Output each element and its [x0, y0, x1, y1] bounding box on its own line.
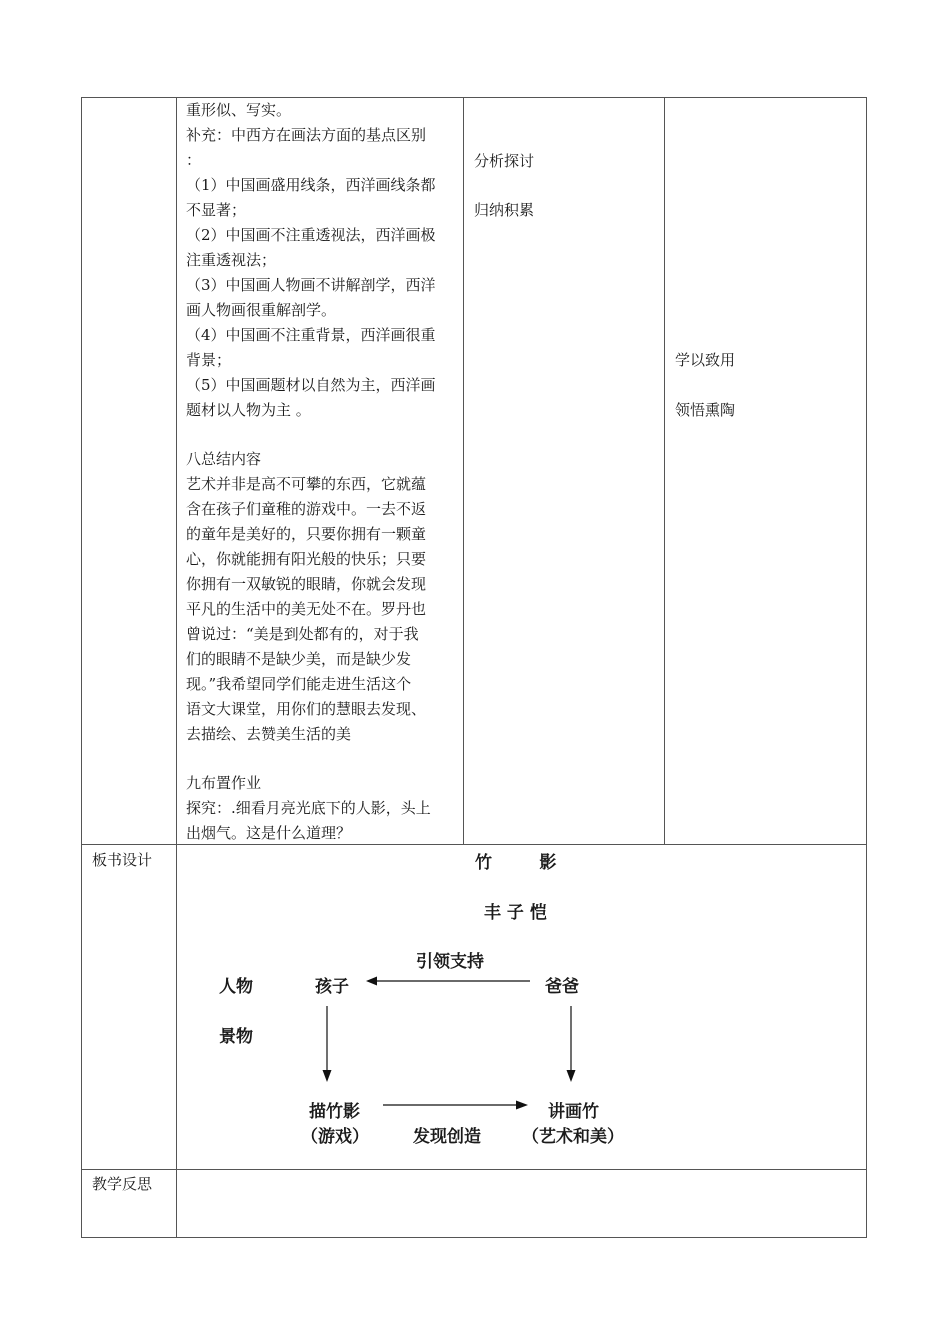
board-design-label: 板书设计 — [92, 851, 153, 869]
intent-apply: 学以致用 — [675, 351, 736, 369]
label-column-border — [176, 97, 177, 1238]
activity-column-border — [463, 97, 464, 845]
content-paragraph-homework: 九布置作业 探究：.细看月亮光底下的人影，头上 出烟气。这是什么道理？ — [186, 774, 431, 842]
table-left-border — [81, 97, 82, 1238]
table-right-border — [866, 97, 867, 1238]
table-bottom-border — [81, 1237, 867, 1238]
node-draw-bamboo: 描竹影 — [309, 1102, 360, 1122]
activity-accumulate: 归纳积累 — [474, 201, 535, 219]
activity-analyze: 分析探讨 — [474, 152, 535, 170]
node-talk-bamboo: 讲画竹 — [548, 1102, 599, 1122]
content-paragraph-summary: 八总结内容 艺术并非是高不可攀的东西，它就蕴 含在孩子们童稚的游戏中。一去不返 的童年是美好的，只要你拥有一颗童 心，你就能拥有阳光般的快乐；只要 你拥有一双敏锐的眼睛，你就会发现 平凡的生活中的美无处不在。罗丹也 曾说过：“美是到处都有的，对于我 们的眼睛不是缺少美，而是缺少发 现。”我希望同学们能走进生活这个 语文大课堂，用你们的慧眼去发现、 去描绘、去赞美生活的美 — [186, 450, 427, 743]
row-label-people: 人物 — [219, 977, 253, 997]
node-child: 孩子 — [315, 977, 349, 997]
arrow-father-to-talk — [564, 1006, 578, 1082]
board-title: 竹 影 — [475, 853, 557, 873]
arrow-label-discover-create: 发现创造 — [413, 1127, 481, 1147]
row-divider-reflection — [81, 1169, 867, 1170]
arrow-label-guide-support: 引领支持 — [416, 952, 484, 972]
arrow-child-to-draw — [320, 1006, 334, 1082]
node-art-beauty: （艺术和美） — [522, 1127, 624, 1147]
content-paragraph-comparison: 重形似、写实。 补充：中西方在画法方面的基点区别 ： （1）中国画盛用线条，西洋画线条都 不显著； （2）中国画不注重透视法，西洋画极 注重透视法； （3）中国画人物画不讲解剖学，西洋 画人物画很重解剖学。 （4）中国画不注重背景，西洋画很重 背景； （5）中国画题材以自然为主，西洋画 题材以人物为主 。 — [186, 101, 436, 419]
arrow-father-to-child — [366, 974, 530, 988]
intent-column-border — [664, 97, 665, 845]
arrow-draw-to-talk — [383, 1098, 528, 1112]
node-game: （游戏） — [301, 1127, 369, 1147]
reflection-label: 教学反思 — [92, 1175, 153, 1193]
node-father: 爸爸 — [545, 977, 579, 997]
board-author: 丰 子 恺 — [484, 903, 547, 923]
intent-appreciate: 领悟熏陶 — [675, 401, 736, 419]
row-label-scenery: 景物 — [219, 1027, 253, 1047]
